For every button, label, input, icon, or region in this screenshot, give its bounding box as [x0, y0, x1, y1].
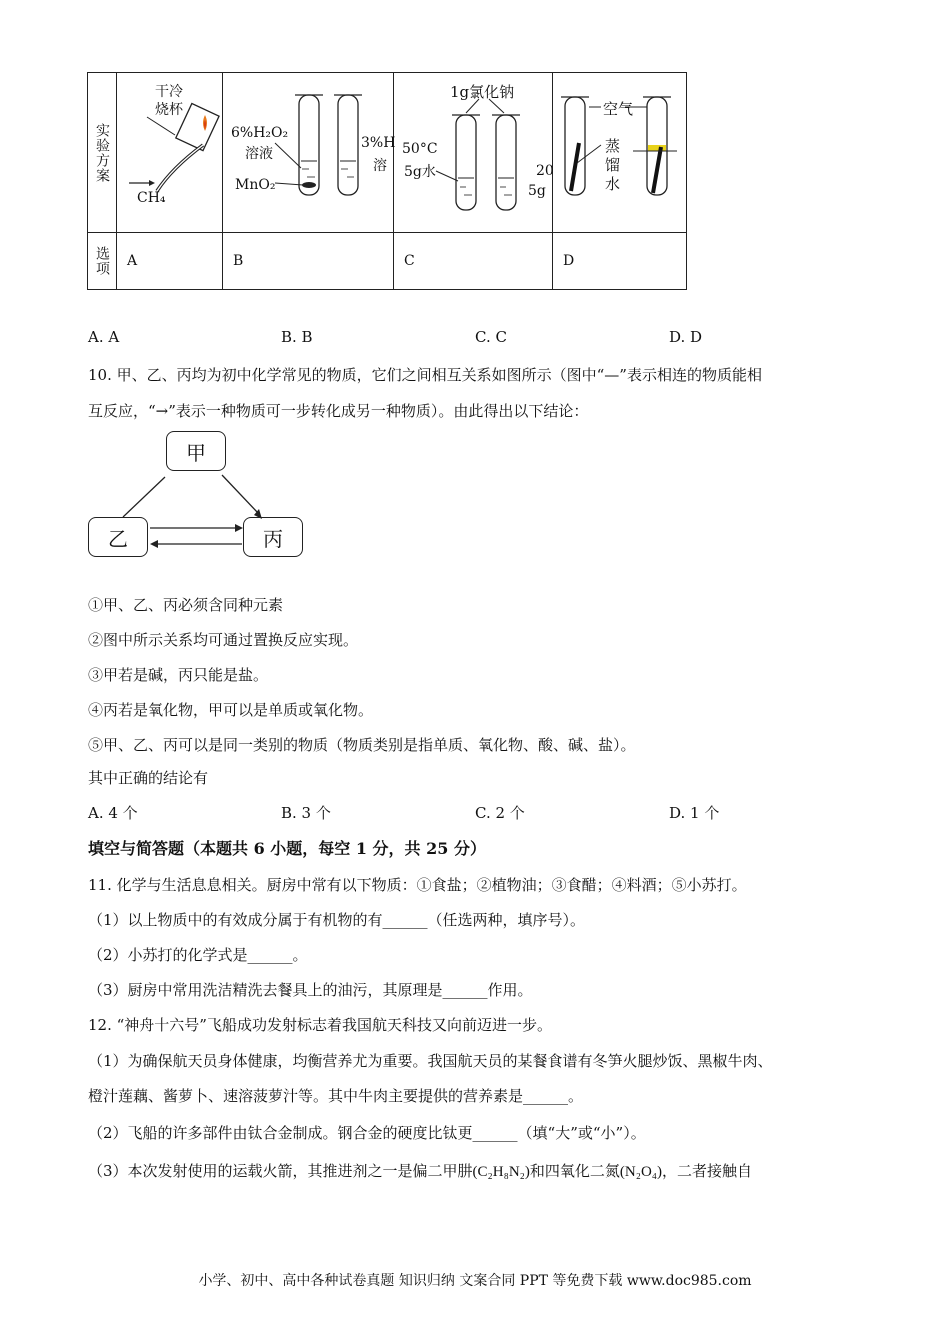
formula-udmh: (C₂H₈N₂): [472, 1164, 530, 1180]
q10-statement-2: ②图中所示关系均可通过置换反应实现。: [88, 631, 359, 649]
page-footer[interactable]: 小学、初中、高中各种试卷真题 知识归纳 文案合同 PPT 等免费下载 www.doc985.com: [198, 1273, 752, 1289]
q10-statement-5: ⑤甲、乙、丙可以是同一类别的物质（物质类别是指单质、氧化物、酸、碱、盐）。: [88, 736, 636, 754]
q9-choice-c[interactable]: C. C: [475, 328, 507, 346]
experiment-table: [87, 72, 687, 290]
label-shui: 水: [605, 175, 621, 193]
label-nacl: 1g氯化钠: [450, 83, 515, 101]
row-header-option: [88, 233, 117, 290]
q12-part-3-mid: 和四氧化二氮: [529, 1162, 620, 1180]
q10-choice-a[interactable]: A. 4 个: [88, 804, 138, 822]
q11-part-3: （3）厨房中常用洗洁精洗去餐具上的油污，其原理是______作用。: [88, 981, 533, 999]
q10-stem-1: 10. 甲、乙、丙均为初中化学常见的物质，它们之间相互关系如图所示（图中“—”表示相连的物质能相: [88, 366, 762, 384]
label-50c: 50°C: [402, 141, 438, 157]
q12-part-3-pre: （3）本次发射使用的运载火箭，其推进剂之一是偏二甲肼: [88, 1162, 473, 1180]
q10-statement-1: ①甲、乙、丙必须含同种元素: [88, 596, 284, 614]
q11-part-1: （1）以上物质中的有效成分属于有机物的有______（任选两种，填序号）。: [88, 911, 586, 929]
q11-part-2: （2）小苏打的化学式是______。: [88, 946, 308, 964]
label-5g: 5g: [528, 183, 546, 199]
cell-d-diagram: [553, 73, 687, 233]
q10-choice-c[interactable]: C. 2 个: [475, 804, 525, 822]
option-label: 选项: [94, 246, 110, 276]
label-solution-2: 溶: [373, 158, 387, 174]
option-b: B: [223, 233, 394, 290]
q9-choice-b[interactable]: B. B: [281, 328, 313, 346]
label-beaker: 烧杯: [155, 102, 183, 118]
q11-stem: 11. 化学与生活息息相关。厨房中常有以下物质：①食盐；②植物油；③食醋；④料酒；⑤小苏打。: [88, 876, 747, 894]
q10-statement-3: ③甲若是碱，丙只能是盐。: [88, 666, 269, 684]
label-air: 空气: [603, 100, 634, 118]
q12-part-1b: 橙汁莲藕、酱萝卜、速溶菠萝汁等。其中牛肉主要提供的营养素是______。: [88, 1087, 584, 1105]
q10-ask: 其中正确的结论有: [88, 769, 209, 787]
label-zheng: 蒸: [605, 137, 621, 155]
row-header-scheme: [88, 73, 117, 233]
cell-a-diagram: [117, 73, 223, 233]
q10-statement-4: ④丙若是氧化物，甲可以是单质或氧化物。: [88, 701, 374, 719]
cell-c-diagram: [394, 73, 553, 233]
formula-n2o4: (N₂O₄): [619, 1164, 663, 1180]
q12-part-3: [88, 1160, 752, 1181]
q10-choice-b[interactable]: B. 3 个: [281, 804, 331, 822]
q12-part-2: （2）飞船的许多部件由钛合金制成。钢合金的硬度比钛更______（填“大”或“小”）。: [88, 1124, 646, 1142]
q10-stem-2: 互反应，“→”表示一种物质可一步转化成另一种物质）。由此得出以下结论：: [88, 402, 589, 420]
label-dry-cold: 干冷: [155, 84, 183, 100]
q9-choice-a[interactable]: A. A: [88, 328, 120, 346]
label-5g-water: 5g水: [404, 164, 436, 180]
label-h2o2-3: 3%H: [361, 135, 396, 151]
node-bing-label: 丙: [263, 526, 283, 551]
section-title: 填空与简答题（本题共 6 小题，每空 1 分，共 25 分）: [88, 839, 486, 858]
label-liu: 馏: [605, 156, 621, 174]
option-c: C: [394, 233, 553, 290]
label-20: 20: [536, 163, 554, 179]
option-a: A: [117, 233, 223, 290]
q12-part-1a: （1）为确保航天员身体健康，均衡营养尤为重要。我国航天员的某餐食谱有冬笋火腿炒饭、黑椒牛肉、: [88, 1052, 773, 1070]
q9-choice-d[interactable]: D. D: [669, 328, 703, 346]
label-solution: 溶液: [245, 146, 273, 162]
option-d: D: [553, 233, 687, 290]
label-methane: CH₄: [137, 190, 166, 206]
label-h2o2: 6%H₂O₂: [231, 125, 289, 141]
scheme-label: 实验方案: [94, 122, 110, 183]
cell-b-diagram: [223, 73, 394, 233]
relation-arrows: [80, 425, 320, 565]
q12-stem: 12. “神舟十六号”飞船成功发射标志着我国航天科技又向前迈进一步。: [88, 1016, 552, 1034]
node-jia-label: 甲: [186, 440, 206, 465]
label-mno2: MnO₂: [235, 177, 276, 193]
q12-part-3-post: ，二者接触自: [662, 1162, 753, 1180]
node-yi-label: 乙: [108, 526, 128, 551]
q10-choice-d[interactable]: D. 1 个: [669, 804, 720, 822]
